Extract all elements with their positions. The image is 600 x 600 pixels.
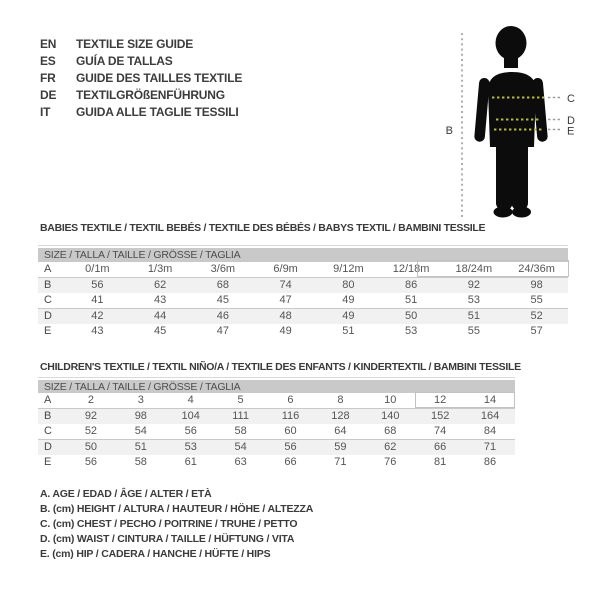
table-cell: 9/12m: [333, 263, 364, 275]
table-cell: 66: [284, 456, 297, 468]
table-cell: 128: [331, 410, 350, 422]
table-cell: 44: [154, 310, 167, 322]
language-title: TEXTILGRÖßENFÜHRUNG: [76, 88, 225, 102]
table-cell: 60: [284, 425, 297, 437]
table-cell: 46: [216, 310, 229, 322]
table-cell: 61: [184, 456, 197, 468]
table-row-d: [38, 439, 515, 455]
table-cell: 81: [434, 456, 447, 468]
language-title: GUÍA DE TALLAS: [76, 54, 173, 68]
children-section-title: CHILDREN'S TEXTILE / TEXTIL NIÑO/A / TEXTILE DES ENFANTS / KINDERTEXTIL / BAMBINI TESSILE: [40, 361, 521, 373]
table-cell: 51: [405, 294, 418, 306]
table-cell: 64: [334, 425, 347, 437]
table-cell: 6: [287, 394, 294, 406]
table-cell: 116: [281, 410, 300, 422]
table-cell: 98: [530, 279, 543, 291]
language-row-de: [40, 87, 242, 104]
table-row-c: [38, 293, 568, 308]
table-cell: 140: [381, 410, 400, 422]
table-cell: 76: [384, 456, 397, 468]
table-cell: 152: [430, 410, 450, 422]
table-cell: 51: [134, 441, 147, 453]
table-cell: 111: [232, 410, 249, 422]
legend-waist: D. (cm) WAIST / CINTURA / TAILLE / HÜFTUNG / VITA: [40, 533, 295, 545]
table-cell: 92: [84, 410, 98, 422]
table-cell: 41: [91, 294, 104, 306]
table-cell: 10: [384, 394, 397, 406]
row-label: A: [44, 394, 52, 406]
table-cell: 98: [134, 410, 147, 422]
language-row-en: [40, 36, 242, 53]
table-cell: 53: [184, 441, 197, 453]
legend-age: A. AGE / EDAD / ÂGE / ALTER / ETÀ: [40, 488, 212, 500]
table-cell: 63: [234, 456, 247, 468]
table-cell: 86: [405, 279, 418, 291]
table-cell: 71: [483, 441, 497, 453]
table-cell: 68: [384, 425, 397, 437]
table-cell: 80: [342, 279, 355, 291]
language-title: GUIDA ALLE TAGLIE TESSILI: [76, 105, 239, 119]
row-label: B: [44, 410, 52, 422]
table-cell: 24/36m: [518, 263, 555, 275]
table-cell: 57: [530, 325, 543, 337]
row-label: C: [44, 294, 52, 306]
table-cell: 53: [467, 294, 480, 306]
table-row-e: [38, 455, 515, 470]
table-cell: 92: [467, 279, 480, 291]
table-cell: 52: [530, 310, 543, 322]
table-cell: 49: [342, 310, 355, 322]
table-cell: 104: [181, 410, 200, 422]
table-cell: 6/9m: [273, 263, 298, 275]
table-cell: 56: [84, 456, 98, 468]
table-cell: 12/18m: [392, 263, 430, 275]
language-code: IT: [40, 105, 51, 119]
table-cell: 74: [434, 425, 447, 437]
row-label: D: [44, 310, 52, 322]
legend-hip: E. (cm) HIP / CADERA / HANCHE / HÜFTE / HIPS: [40, 548, 271, 560]
language-row-it: [40, 104, 242, 121]
table-cell: 49: [342, 294, 355, 306]
table-cell: 51: [467, 310, 480, 322]
table-cell: 74: [279, 279, 292, 291]
table-cell: 68: [216, 279, 229, 291]
row-label: E: [44, 325, 52, 337]
table-cell: 58: [234, 425, 247, 437]
table-cell: 47: [279, 294, 292, 306]
table-cell: 12: [434, 394, 447, 406]
row-label: E: [44, 456, 52, 468]
table-row-d: [38, 308, 568, 324]
table-cell: 54: [134, 425, 147, 437]
language-row-es: [40, 53, 242, 70]
row-label: B: [44, 279, 52, 291]
table-cell: 164: [480, 410, 500, 422]
language-code: ES: [40, 54, 56, 68]
table-cell: 56: [184, 425, 197, 437]
table-cell: 50: [84, 441, 98, 453]
measurement-figure: [422, 12, 600, 224]
legend-chest: C. (cm) CHEST / PECHO / POITRINE / TRUHE / PETTO: [40, 518, 298, 530]
language-code: FR: [40, 71, 56, 85]
table-cell: 8: [337, 394, 344, 406]
table-row-b: [38, 277, 568, 293]
table-cell: 48: [279, 310, 292, 322]
table-cell: 55: [467, 325, 480, 337]
table-cell: 56: [284, 441, 297, 453]
table-cell: 50: [405, 310, 418, 322]
table-cell: 18/24m: [455, 263, 493, 275]
table-cell: 3/6m: [210, 263, 236, 275]
table-cell: 45: [216, 294, 229, 306]
legend-height: B. (cm) HEIGHT / ALTURA / HAUTEUR / HÖHE / ALTEZZA: [40, 503, 314, 515]
language-title: GUIDE DES TAILLES TEXTILE: [76, 71, 243, 85]
chest-label: C: [567, 93, 575, 105]
babies-section-title: BABIES TEXTILE / TEXTIL BEBÉS / TEXTILE DES BÉBÉS / BABYS TEXTIL / BAMBINI TESSILE: [40, 222, 486, 234]
table-cell: 51: [342, 325, 355, 337]
table-cell: 14: [483, 394, 497, 406]
children-size-highlight-box: [415, 392, 515, 408]
language-code: DE: [40, 88, 57, 102]
table-row-b: [38, 408, 515, 424]
babies-size-highlight-box: [417, 260, 569, 277]
babies-table-topline: [38, 245, 568, 246]
table-cell: 71: [334, 456, 347, 468]
height-label: B: [445, 125, 453, 137]
hip-label: E: [567, 125, 575, 138]
table-cell: 86: [483, 456, 497, 468]
table-cell: 5: [237, 394, 244, 406]
table-cell: 52: [84, 425, 98, 437]
child-silhouette-icon: [474, 26, 548, 218]
table-cell: 55: [530, 294, 543, 306]
language-title: TEXTILE SIZE GUIDE: [76, 37, 194, 51]
table-cell: 56: [91, 279, 104, 291]
table-cell: 84: [483, 425, 497, 437]
table-row-c: [38, 424, 515, 439]
measurement-legend: [40, 487, 313, 562]
table-cell: 54: [234, 441, 247, 453]
children-size-header: SIZE / TALLA / TAILLE / GRÖSSE / TAGLIA: [38, 380, 515, 393]
table-cell: 58: [134, 456, 147, 468]
table-cell: 49: [279, 325, 292, 337]
table-cell: 43: [91, 325, 104, 337]
language-list: [40, 36, 242, 121]
table-cell: 47: [216, 325, 229, 337]
table-cell: 53: [405, 325, 418, 337]
table-cell: 2: [87, 394, 94, 406]
language-code: EN: [40, 37, 57, 51]
table-cell: 66: [434, 441, 447, 453]
waist-label: D: [567, 115, 575, 127]
row-label: C: [44, 425, 52, 437]
table-cell: 4: [187, 394, 194, 406]
row-label: A: [44, 263, 52, 275]
table-cell: 62: [154, 279, 167, 291]
table-cell: 0/1m: [85, 263, 110, 275]
language-row-fr: [40, 70, 242, 87]
babies-size-header: SIZE / TALLA / TAILLE / GRÖSSE / TAGLIA: [38, 248, 568, 262]
table-cell: 3: [137, 394, 144, 406]
table-cell: 1/3m: [147, 263, 173, 275]
row-label: D: [44, 441, 52, 453]
table-cell: 59: [334, 441, 347, 453]
children-table-topline: [38, 377, 515, 378]
table-cell: 42: [91, 310, 104, 322]
table-cell: 62: [384, 441, 397, 453]
table-cell: 43: [154, 294, 167, 306]
table-cell: 45: [154, 325, 167, 337]
table-row-e: [38, 324, 568, 339]
